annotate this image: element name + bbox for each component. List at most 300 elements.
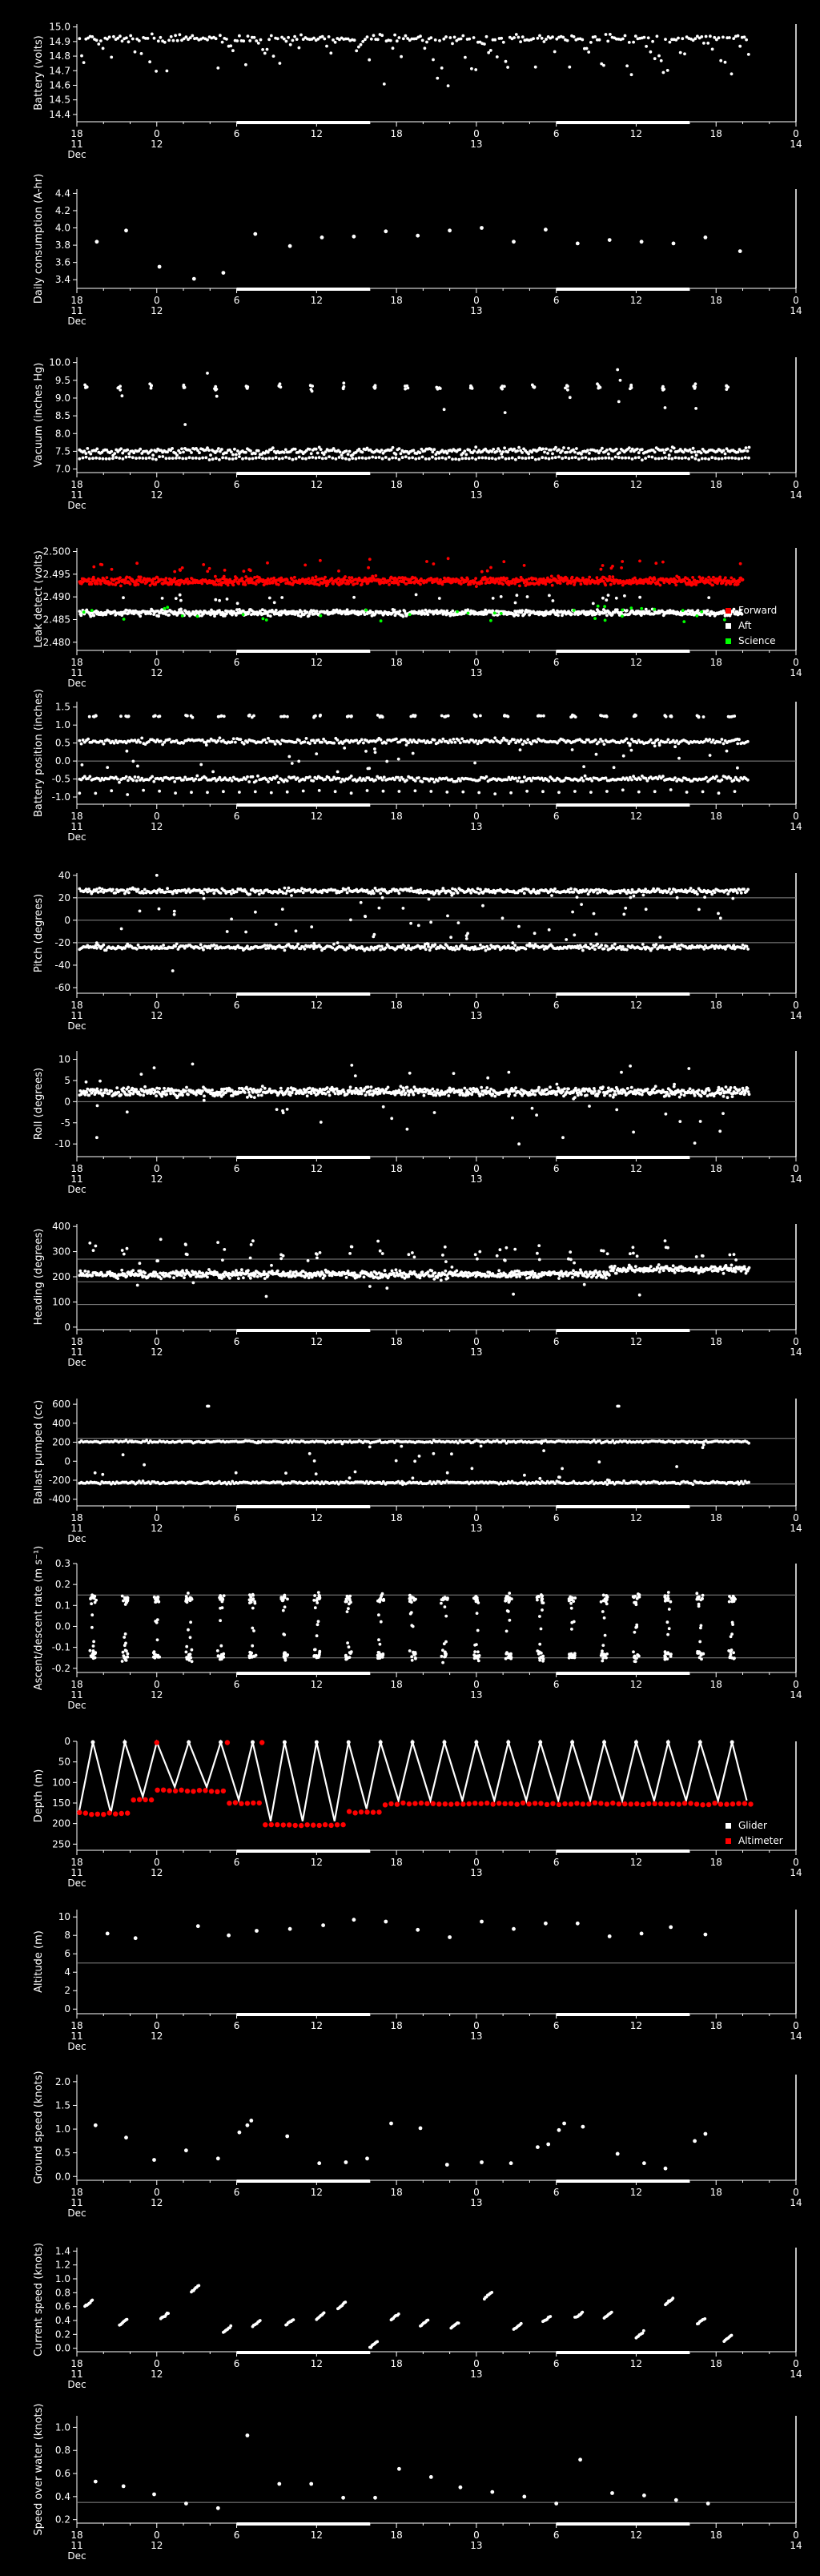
data-point — [283, 38, 286, 41]
data-point — [523, 564, 526, 567]
data-point — [471, 457, 474, 460]
data-point — [295, 38, 299, 41]
data-point — [214, 575, 217, 578]
data-point — [718, 741, 722, 744]
data-point — [78, 739, 81, 743]
data-point — [724, 61, 727, 64]
data-point — [381, 779, 384, 782]
x-tick-label: 6 — [553, 811, 560, 822]
data-point — [637, 791, 641, 794]
x-tick-label: 18 — [709, 1000, 722, 1011]
data-point — [87, 578, 90, 581]
data-point — [350, 715, 353, 718]
data-point — [214, 388, 217, 392]
data-point — [150, 449, 153, 452]
daylight-bar — [557, 288, 689, 291]
x-tick-label: 18 — [709, 128, 722, 139]
data-point — [551, 35, 554, 38]
x-tick-label: 11 — [70, 1010, 83, 1021]
data-point — [554, 446, 557, 449]
data-point — [167, 38, 171, 42]
data-point — [122, 457, 125, 461]
data-point — [545, 457, 548, 460]
data-point — [166, 70, 169, 73]
data-point — [200, 582, 203, 586]
data-point — [477, 457, 480, 460]
data-point — [425, 41, 428, 44]
x-tick-label: 11 — [70, 821, 83, 832]
data-point — [564, 456, 567, 459]
data-point — [228, 457, 231, 461]
data-point — [261, 48, 264, 51]
x-tick-label: 12 — [151, 489, 163, 501]
daylight-bar — [557, 121, 689, 124]
series-marks — [78, 874, 750, 972]
data-point — [624, 34, 627, 38]
data-point — [171, 457, 175, 460]
data-point — [713, 891, 717, 894]
data-point — [238, 455, 241, 458]
data-point — [594, 457, 597, 461]
data-point — [370, 38, 373, 41]
data-point — [568, 66, 571, 69]
data-point — [233, 448, 236, 451]
data-point — [404, 384, 407, 388]
data-point — [638, 596, 641, 599]
data-point — [388, 583, 391, 586]
data-point — [373, 747, 376, 751]
data-point — [605, 598, 608, 602]
data-point — [701, 457, 704, 461]
data-point — [649, 50, 653, 54]
data-point — [319, 714, 322, 717]
x-tick-label: 0 — [153, 1000, 160, 1011]
data-point — [215, 583, 218, 586]
data-point — [730, 457, 734, 460]
data-point — [171, 776, 175, 779]
data-point — [159, 739, 163, 743]
data-point — [134, 50, 137, 54]
data-point — [395, 738, 398, 741]
data-point — [291, 762, 294, 765]
x-tick-label: 11 — [70, 305, 83, 316]
data-point — [532, 37, 535, 40]
chart-panel-pitch — [33, 870, 802, 1032]
data-point — [173, 780, 176, 783]
data-point — [667, 739, 670, 742]
data-point — [745, 446, 748, 449]
data-point — [668, 453, 671, 457]
data-point — [412, 714, 415, 717]
data-point — [284, 456, 287, 459]
data-point — [545, 38, 548, 41]
data-point — [305, 737, 308, 740]
x-tick-label: 18 — [390, 128, 403, 139]
data-point — [99, 39, 102, 42]
data-point — [736, 767, 739, 770]
data-point — [571, 748, 574, 751]
x-tick-label: 18 — [70, 295, 83, 306]
data-point — [206, 891, 209, 894]
data-point — [360, 739, 364, 742]
data-point — [258, 456, 261, 459]
data-point — [457, 739, 460, 742]
x-tick-label: 12 — [310, 811, 323, 822]
data-point — [491, 610, 494, 613]
data-point — [548, 594, 551, 598]
data-point — [259, 38, 263, 42]
data-point — [379, 892, 382, 895]
data-point — [460, 38, 463, 41]
data-point — [469, 892, 472, 895]
data-point — [140, 52, 143, 55]
data-point — [384, 229, 388, 233]
data-point — [666, 448, 669, 451]
data-point — [110, 450, 113, 453]
data-point — [309, 384, 312, 387]
data-point — [637, 451, 641, 454]
data-point — [198, 457, 201, 461]
data-point — [641, 458, 644, 461]
data-point — [230, 450, 233, 453]
data-point — [599, 386, 602, 389]
data-point — [569, 888, 573, 891]
data-point — [312, 779, 315, 783]
data-point — [709, 754, 712, 757]
data-point — [370, 580, 373, 583]
data-point — [588, 576, 591, 579]
data-point — [433, 739, 436, 742]
data-point — [334, 41, 337, 44]
x-tick-label: 0 — [153, 479, 160, 490]
y-tick-label: 2.500 — [42, 545, 70, 557]
data-point — [728, 36, 731, 39]
data-point — [443, 408, 446, 411]
data-point — [315, 448, 318, 451]
y-tick-label: 14.9 — [49, 35, 70, 47]
data-point — [122, 596, 125, 599]
data-point — [239, 738, 243, 741]
data-point — [313, 715, 316, 718]
data-point — [419, 583, 422, 586]
y-axis-title: Battery position (inches) — [33, 688, 45, 818]
data-point — [102, 743, 106, 746]
data-point — [689, 887, 693, 890]
data-point — [511, 582, 514, 585]
data-point — [208, 458, 211, 461]
data-point — [267, 38, 271, 41]
data-point — [183, 423, 187, 426]
data-point — [738, 457, 741, 461]
data-point — [304, 457, 308, 461]
data-point — [151, 580, 155, 583]
data-point — [503, 385, 506, 388]
data-point — [277, 583, 280, 586]
data-point — [606, 40, 609, 43]
data-point — [587, 50, 590, 54]
y-tick-label: 14.5 — [49, 94, 70, 106]
data-point — [502, 560, 505, 563]
data-point — [179, 569, 182, 572]
x-tick-label: 18 — [390, 1000, 403, 1011]
data-point — [561, 457, 564, 460]
data-point — [264, 947, 267, 950]
data-point — [603, 743, 606, 746]
data-point — [627, 457, 630, 460]
data-point — [424, 457, 428, 461]
data-point — [191, 34, 194, 38]
data-point — [119, 34, 122, 38]
x-tick-label: 6 — [553, 657, 560, 668]
data-point — [629, 606, 633, 610]
data-point — [541, 790, 545, 793]
data-point — [517, 446, 521, 449]
data-point — [185, 457, 188, 461]
x-tick-label: 13 — [470, 821, 483, 832]
data-point — [166, 606, 169, 609]
data-point — [590, 779, 593, 783]
data-point — [733, 608, 736, 611]
data-point — [545, 583, 548, 586]
data-point — [592, 602, 595, 606]
data-point — [343, 747, 346, 750]
x-tick-label: Dec — [67, 831, 86, 843]
data-point — [712, 576, 715, 579]
data-point — [623, 594, 626, 598]
y-tick-label: 7.0 — [54, 463, 70, 475]
data-point — [229, 777, 232, 780]
data-point — [90, 609, 94, 612]
data-point — [244, 457, 247, 460]
data-point — [80, 743, 83, 746]
data-point — [438, 597, 441, 600]
data-point — [504, 457, 508, 461]
data-point — [746, 740, 750, 743]
x-tick-label: 12 — [310, 657, 323, 668]
data-point — [533, 386, 536, 389]
data-point — [515, 33, 518, 36]
data-point — [271, 457, 275, 461]
data-point — [597, 457, 601, 460]
data-point — [573, 451, 577, 454]
data-point — [658, 743, 661, 747]
data-point — [613, 766, 616, 769]
data-point — [514, 458, 517, 461]
data-point — [321, 35, 324, 38]
data-point — [366, 889, 369, 892]
data-point — [215, 395, 219, 398]
data-point — [261, 457, 264, 460]
data-point — [576, 242, 580, 246]
data-point — [235, 891, 239, 894]
data-point — [355, 50, 358, 53]
data-point — [295, 741, 298, 744]
data-point — [244, 583, 247, 586]
data-point — [672, 242, 676, 246]
y-tick-label: 14.7 — [49, 65, 70, 77]
data-point — [125, 456, 128, 459]
data-point — [380, 449, 384, 452]
data-point — [311, 456, 314, 459]
data-point — [145, 457, 148, 460]
data-point — [151, 775, 154, 779]
data-point — [700, 610, 703, 614]
data-point — [181, 457, 184, 461]
data-point — [332, 742, 336, 745]
data-point — [251, 775, 255, 779]
data-point — [162, 944, 165, 947]
y-tick-label: 7.5 — [54, 445, 70, 457]
data-point — [207, 449, 211, 452]
data-point — [679, 51, 682, 54]
data-point — [449, 891, 452, 894]
data-point — [246, 387, 249, 390]
data-point — [372, 34, 376, 37]
data-point — [244, 451, 247, 454]
data-point — [674, 457, 677, 460]
data-point — [255, 779, 258, 783]
data-point — [693, 450, 697, 453]
data-point — [493, 38, 496, 42]
data-point — [251, 716, 254, 719]
data-point — [454, 457, 457, 461]
data-point — [149, 612, 152, 615]
data-point — [222, 271, 226, 275]
data-point — [202, 563, 205, 566]
data-point — [468, 457, 471, 461]
data-point — [653, 744, 657, 747]
x-tick-label: 14 — [790, 139, 802, 150]
data-point — [195, 775, 199, 778]
series-marks — [78, 33, 750, 88]
data-point — [253, 232, 257, 236]
data-point — [608, 238, 612, 242]
data-point — [157, 39, 160, 42]
data-point — [212, 892, 215, 895]
data-point — [525, 457, 528, 460]
data-point — [267, 737, 270, 740]
data-point — [219, 578, 222, 582]
data-point — [589, 41, 593, 44]
data-point — [598, 38, 601, 42]
data-point — [283, 949, 287, 952]
data-point — [277, 781, 280, 784]
data-point — [581, 457, 584, 460]
data-point — [97, 42, 100, 46]
data-point — [500, 386, 503, 389]
data-point — [744, 456, 747, 459]
data-point — [171, 447, 174, 450]
data-point — [739, 562, 742, 566]
data-point — [630, 749, 633, 752]
chart-panel-battery — [33, 22, 802, 160]
data-point — [472, 449, 476, 453]
series-marks — [78, 557, 744, 623]
y-axis-title: Pitch (degrees) — [33, 893, 45, 973]
data-point — [729, 777, 732, 780]
data-point — [506, 66, 509, 69]
data-point — [557, 456, 561, 459]
data-point — [360, 43, 363, 46]
data-point — [267, 780, 270, 783]
data-point — [88, 457, 91, 461]
data-point — [101, 888, 104, 891]
data-point — [247, 34, 250, 38]
data-point — [668, 582, 671, 585]
x-tick-label: 0 — [793, 128, 799, 139]
data-point — [547, 779, 550, 783]
x-tick-label: 18 — [70, 1000, 83, 1011]
data-point — [276, 892, 279, 895]
y-tick-label: 0.5 — [54, 737, 70, 749]
data-point — [118, 781, 121, 784]
data-point — [427, 613, 430, 616]
data-point — [492, 577, 495, 580]
x-tick-label: 18 — [70, 479, 83, 490]
data-point — [561, 449, 564, 453]
data-point — [325, 45, 328, 48]
data-point — [458, 448, 461, 451]
data-point — [615, 597, 618, 600]
data-point — [186, 714, 189, 718]
data-point — [737, 34, 740, 38]
legend-label: Aft — [738, 620, 752, 631]
data-point — [521, 888, 525, 891]
data-point — [173, 570, 176, 574]
data-point — [151, 453, 155, 457]
data-point — [293, 35, 296, 38]
data-point — [143, 888, 147, 892]
data-point — [337, 570, 340, 573]
data-point — [315, 575, 318, 578]
data-point — [448, 456, 451, 459]
data-point — [242, 39, 245, 42]
data-point — [80, 54, 83, 58]
data-point — [308, 577, 311, 580]
x-tick-label: 18 — [390, 479, 403, 490]
data-point — [574, 456, 577, 459]
data-point — [486, 570, 489, 573]
x-tick-label: 12 — [629, 811, 643, 822]
data-point — [693, 387, 697, 390]
data-point — [139, 741, 142, 744]
data-point — [254, 791, 257, 794]
chart-panel-battery_position — [33, 689, 802, 843]
data-point — [464, 457, 468, 460]
data-point — [340, 780, 343, 783]
data-point — [175, 597, 178, 600]
data-point — [747, 53, 750, 56]
data-point — [710, 579, 713, 582]
data-point — [733, 714, 736, 718]
data-point — [380, 619, 383, 622]
data-point — [573, 790, 577, 793]
data-point — [196, 615, 199, 618]
data-point — [707, 457, 710, 461]
data-point — [161, 779, 164, 782]
data-point — [214, 947, 217, 950]
data-point — [166, 887, 169, 890]
data-point — [278, 457, 281, 461]
data-point — [393, 609, 396, 612]
data-point — [347, 887, 350, 890]
x-tick-label: 6 — [553, 479, 560, 490]
data-point — [537, 37, 540, 40]
x-tick-label: 12 — [151, 1010, 163, 1021]
data-point — [92, 566, 95, 569]
data-point — [521, 451, 524, 454]
data-point — [726, 750, 729, 753]
